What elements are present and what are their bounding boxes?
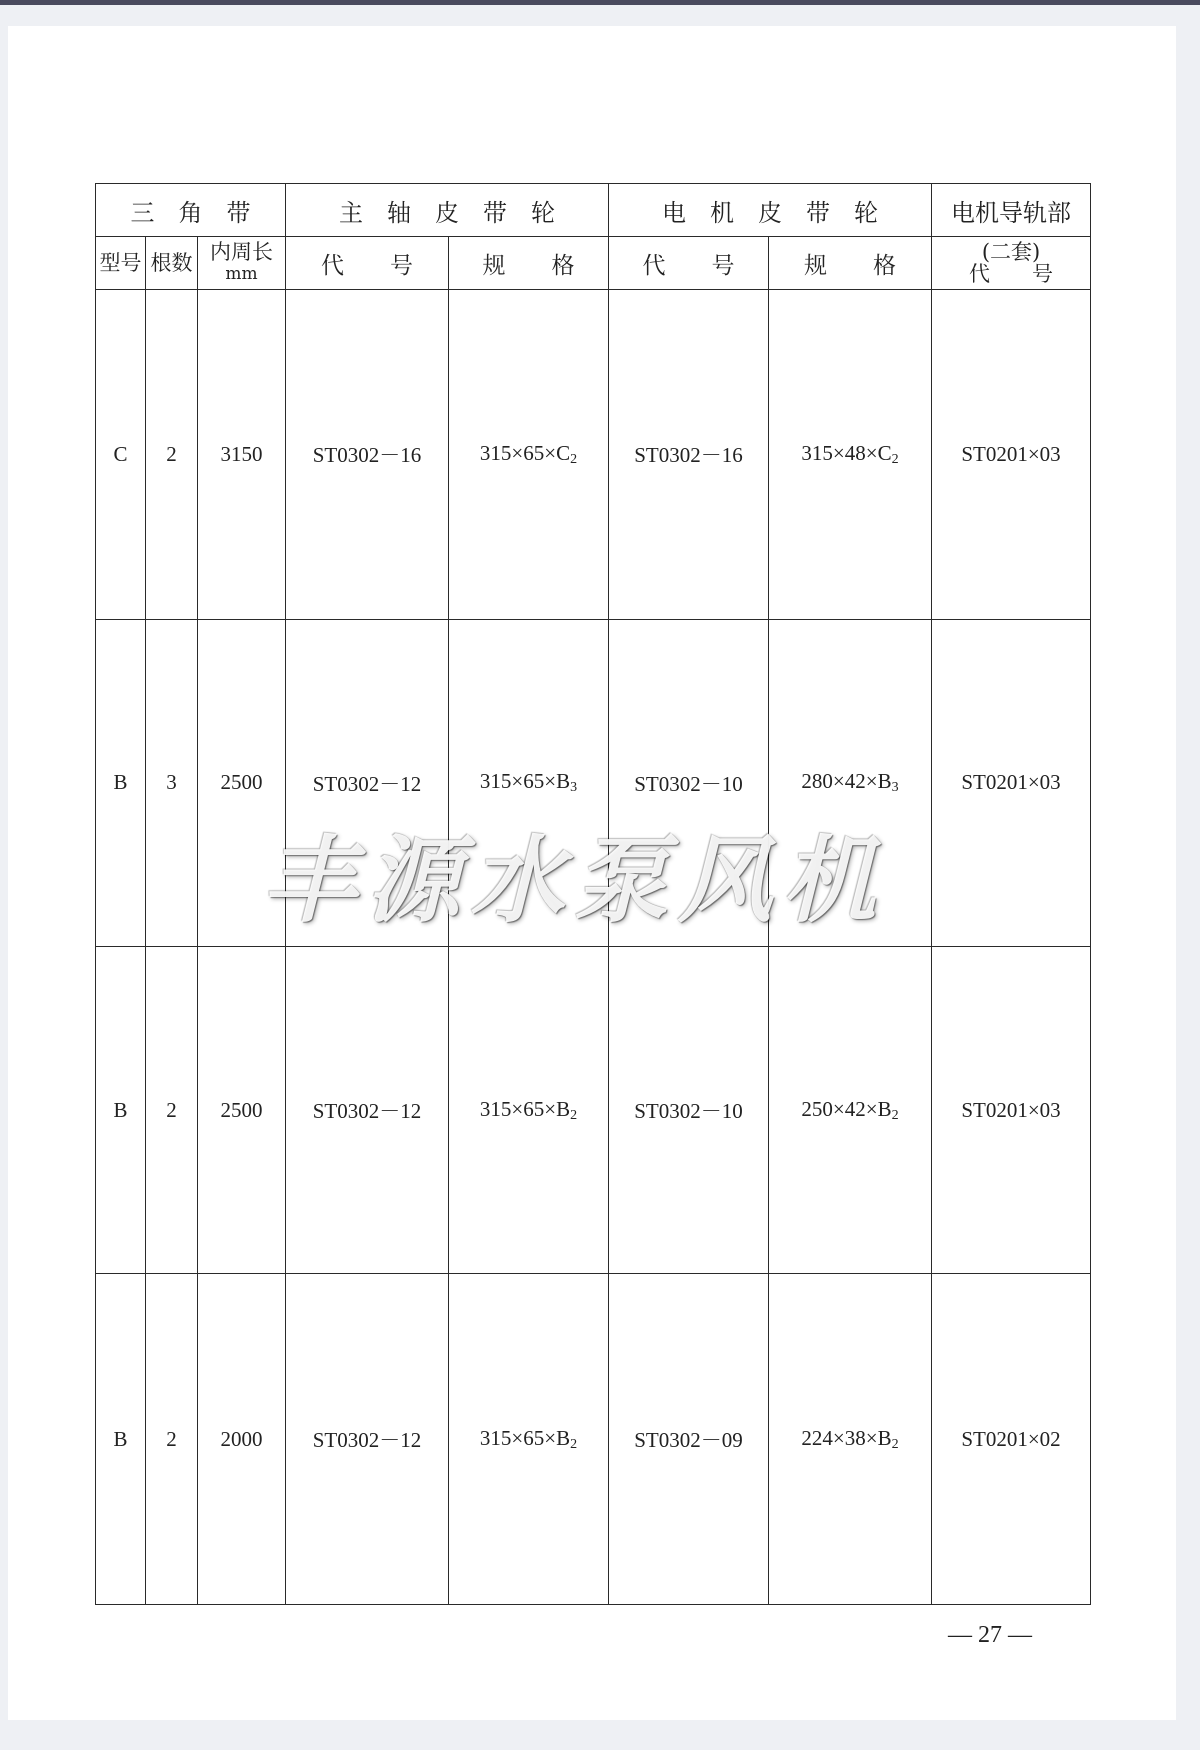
table-row (96, 947, 1091, 1274)
motor-spec-subscript: 2 (891, 1107, 899, 1123)
motor-spec-text: 315×48×C (801, 440, 892, 465)
header-group-motor-pulley: 电 机 皮 带 轮 (609, 184, 932, 237)
main-spec-subscript: 2 (570, 451, 578, 467)
cell-motor-spec (769, 1274, 932, 1605)
page-number: — 27 — (948, 1622, 1032, 1648)
cell-motor-code: ST0302－10 (609, 947, 769, 1274)
belt-spec-table (95, 183, 1091, 1605)
header-group-main-pulley: 主 轴 皮 带 轮 (286, 184, 609, 237)
header-group-belt: 三 角 带 (96, 184, 286, 237)
header-col-count: 根数 (146, 237, 198, 290)
header-col-motor-code: 代 号 (609, 237, 769, 290)
cell-main-code: ST0302－12 (286, 947, 449, 1274)
cell-motor-spec (769, 619, 932, 946)
motor-spec-subscript: 2 (891, 451, 899, 467)
scan-top-edge (0, 0, 1200, 5)
header-col-length-label: 内周长 (210, 240, 273, 265)
cell-count: 2 (146, 290, 198, 619)
cell-rail-code: ST0201×02 (932, 1274, 1091, 1605)
header-row-columns (96, 237, 1091, 290)
cell-main-code: ST0302－12 (286, 619, 449, 946)
cell-count: 2 (146, 947, 198, 1274)
cell-motor-code: ST0302－16 (609, 290, 769, 619)
header-group-motor-rail: 电机导轨部 (932, 184, 1091, 237)
cell-motor-spec (769, 947, 932, 1274)
header-col-rail-code-label: 代 号 (969, 262, 1054, 287)
cell-rail-code: ST0201×03 (932, 290, 1091, 619)
header-col-rail-sets: (二套) (981, 240, 1041, 265)
table-row (96, 290, 1091, 619)
cell-main-spec (449, 1274, 609, 1605)
cell-motor-code: ST0302－09 (609, 1274, 769, 1605)
header-col-length (198, 237, 286, 290)
cell-main-spec (449, 290, 609, 619)
cell-main-code: ST0302－16 (286, 290, 449, 619)
main-spec-text: 315×65×C (479, 440, 571, 465)
main-spec-text: 315×65×B (479, 769, 571, 794)
cell-length: 2500 (198, 619, 286, 946)
main-spec-subscript: 3 (570, 780, 578, 796)
cell-rail-code: ST0201×03 (932, 947, 1091, 1274)
cell-motor-code: ST0302－10 (609, 619, 769, 946)
main-spec-subscript: 2 (570, 1436, 578, 1452)
cell-motor-spec (769, 290, 932, 619)
cell-length: 3150 (198, 290, 286, 619)
cell-rail-code: ST0201×03 (932, 619, 1091, 946)
header-col-main-spec: 规 格 (449, 237, 609, 290)
cell-type: B (96, 619, 146, 946)
cell-length: 2000 (198, 1274, 286, 1605)
table-row (96, 619, 1091, 946)
cell-main-code: ST0302－12 (286, 1274, 449, 1605)
header-col-rail-code (932, 237, 1091, 290)
header-col-motor-spec: 规 格 (769, 237, 932, 290)
main-spec-subscript: 2 (570, 1107, 578, 1123)
header-col-main-code: 代 号 (286, 237, 449, 290)
motor-spec-subscript: 2 (891, 1436, 899, 1452)
motor-spec-text: 280×42×B (801, 769, 892, 794)
watermark: 丰源水泵风机 (262, 827, 887, 936)
cell-type: C (96, 290, 146, 619)
cell-count: 2 (146, 1274, 198, 1605)
cell-main-spec (449, 619, 609, 946)
main-spec-text: 315×65×B (479, 1425, 571, 1450)
cell-length: 2500 (198, 947, 286, 1274)
main-spec-text: 315×65×B (479, 1096, 571, 1121)
cell-type: B (96, 947, 146, 1274)
header-row-groups (96, 184, 1091, 237)
header-col-type: 型号 (96, 237, 146, 290)
cell-type: B (96, 1274, 146, 1605)
motor-spec-text: 224×38×B (801, 1425, 892, 1450)
table-row (96, 1274, 1091, 1605)
motor-spec-subscript: 3 (891, 780, 899, 796)
cell-main-spec (449, 947, 609, 1274)
cell-count: 3 (146, 619, 198, 946)
header-col-length-unit: mm (225, 264, 258, 285)
motor-spec-text: 250×42×B (801, 1096, 892, 1121)
